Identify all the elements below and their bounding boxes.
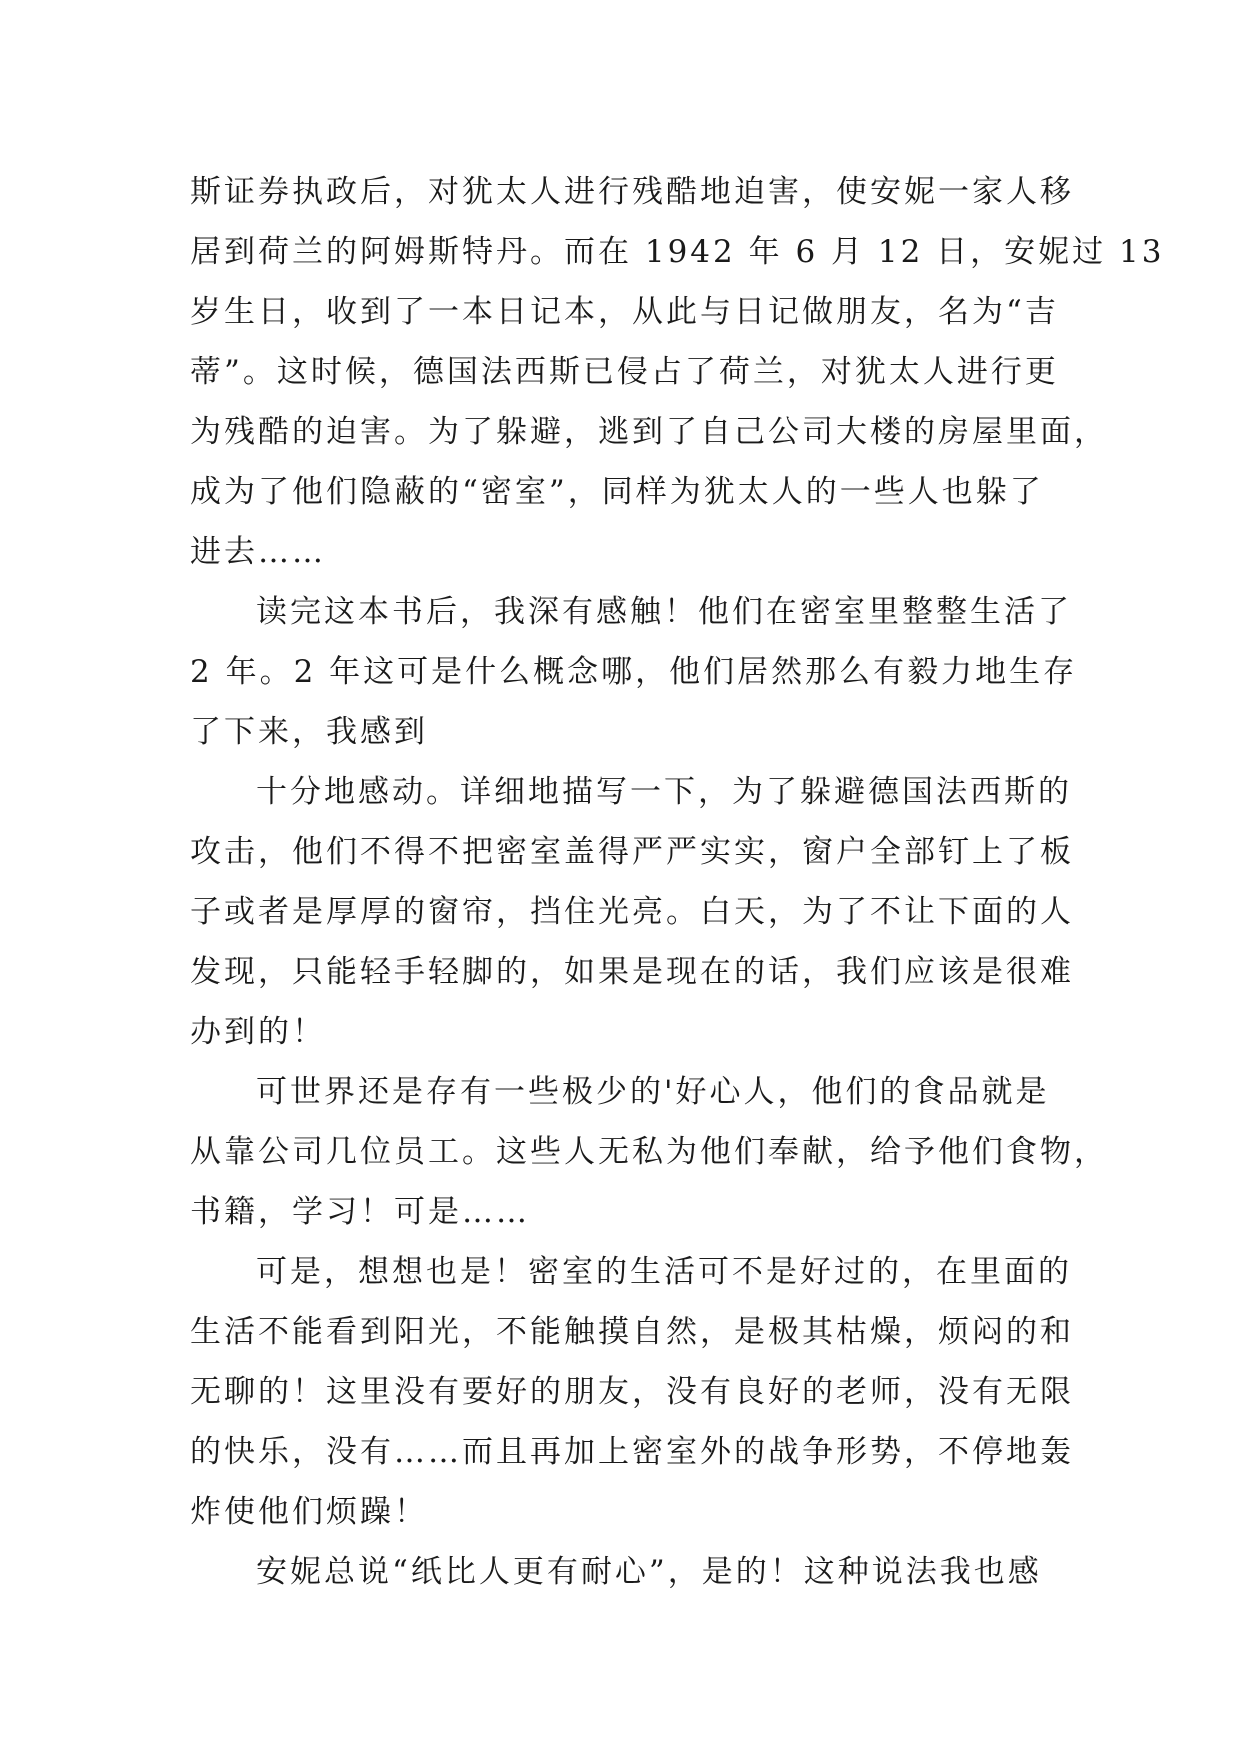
paragraph-start-line: 可是，想想也是！密室的生活可不是好过的，在里面的: [256, 1254, 1072, 1290]
text-line: 为残酷的迫害。为了躲避，逃到了自己公司大楼的房屋里面，: [190, 414, 1108, 450]
text-line: 生活不能看到阳光，不能触摸自然，是极其枯燥，烦闷的和: [190, 1314, 1074, 1350]
text-line: 攻击，他们不得不把密室盖得严严实实，窗户全部钉上了板: [190, 834, 1074, 870]
text-line: 斯证券执政后，对犹太人进行残酷地迫害，使安妮一家人移: [190, 174, 1074, 210]
paragraph-start-line: 可世界还是存有一些极少的'好心人，他们的食品就是: [256, 1074, 1050, 1110]
text-line: 蒂”。这时候，德国法西斯已侵占了荷兰，对犹太人进行更: [190, 354, 1059, 390]
text-line: 办到的！: [190, 1014, 326, 1050]
paragraph-start-line: 十分地感动。详细地描写一下，为了躲避德国法西斯的: [256, 774, 1072, 810]
text-line: 2 年。2 年这可是什么概念哪，他们居然那么有毅力地生存: [190, 654, 1078, 690]
body-text: [190, 162, 1165, 1602]
text-line: 岁生日，收到了一本日记本，从此与日记做朋友，名为“吉: [190, 294, 1059, 330]
paragraph-start-line: 安妮总说“纸比人更有耐心”，是的！这种说法我也感: [256, 1554, 1042, 1590]
text-line: 进去……: [190, 534, 326, 570]
text-line: 成为了他们隐蔽的“密室”，同样为犹太人的一些人也躲了: [190, 474, 1044, 510]
text-line: 书籍，学习！可是……: [190, 1194, 530, 1230]
text-line: 子或者是厚厚的窗帘，挡住光亮。白天，为了不让下面的人: [190, 894, 1074, 930]
text-line: 从靠公司几位员工。这些人无私为他们奉献，给予他们食物，: [190, 1134, 1108, 1170]
text-line: 发现，只能轻手轻脚的，如果是现在的话，我们应该是很难: [190, 954, 1074, 990]
text-line: 的快乐，没有……而且再加上密室外的战争形势，不停地轰: [190, 1434, 1074, 1470]
text-line: 居到荷兰的阿姆斯特丹。而在 1942 年 6 月 12 日，安妮过 13: [190, 234, 1165, 270]
paragraph-start-line: 读完这本书后，我深有感触！他们在密室里整整生活了: [256, 594, 1072, 630]
text-line: 了下来，我感到: [190, 714, 428, 750]
text-line: 炸使他们烦躁！: [190, 1494, 428, 1530]
text-line: 无聊的！这里没有要好的朋友，没有良好的老师，没有无限: [190, 1374, 1074, 1410]
